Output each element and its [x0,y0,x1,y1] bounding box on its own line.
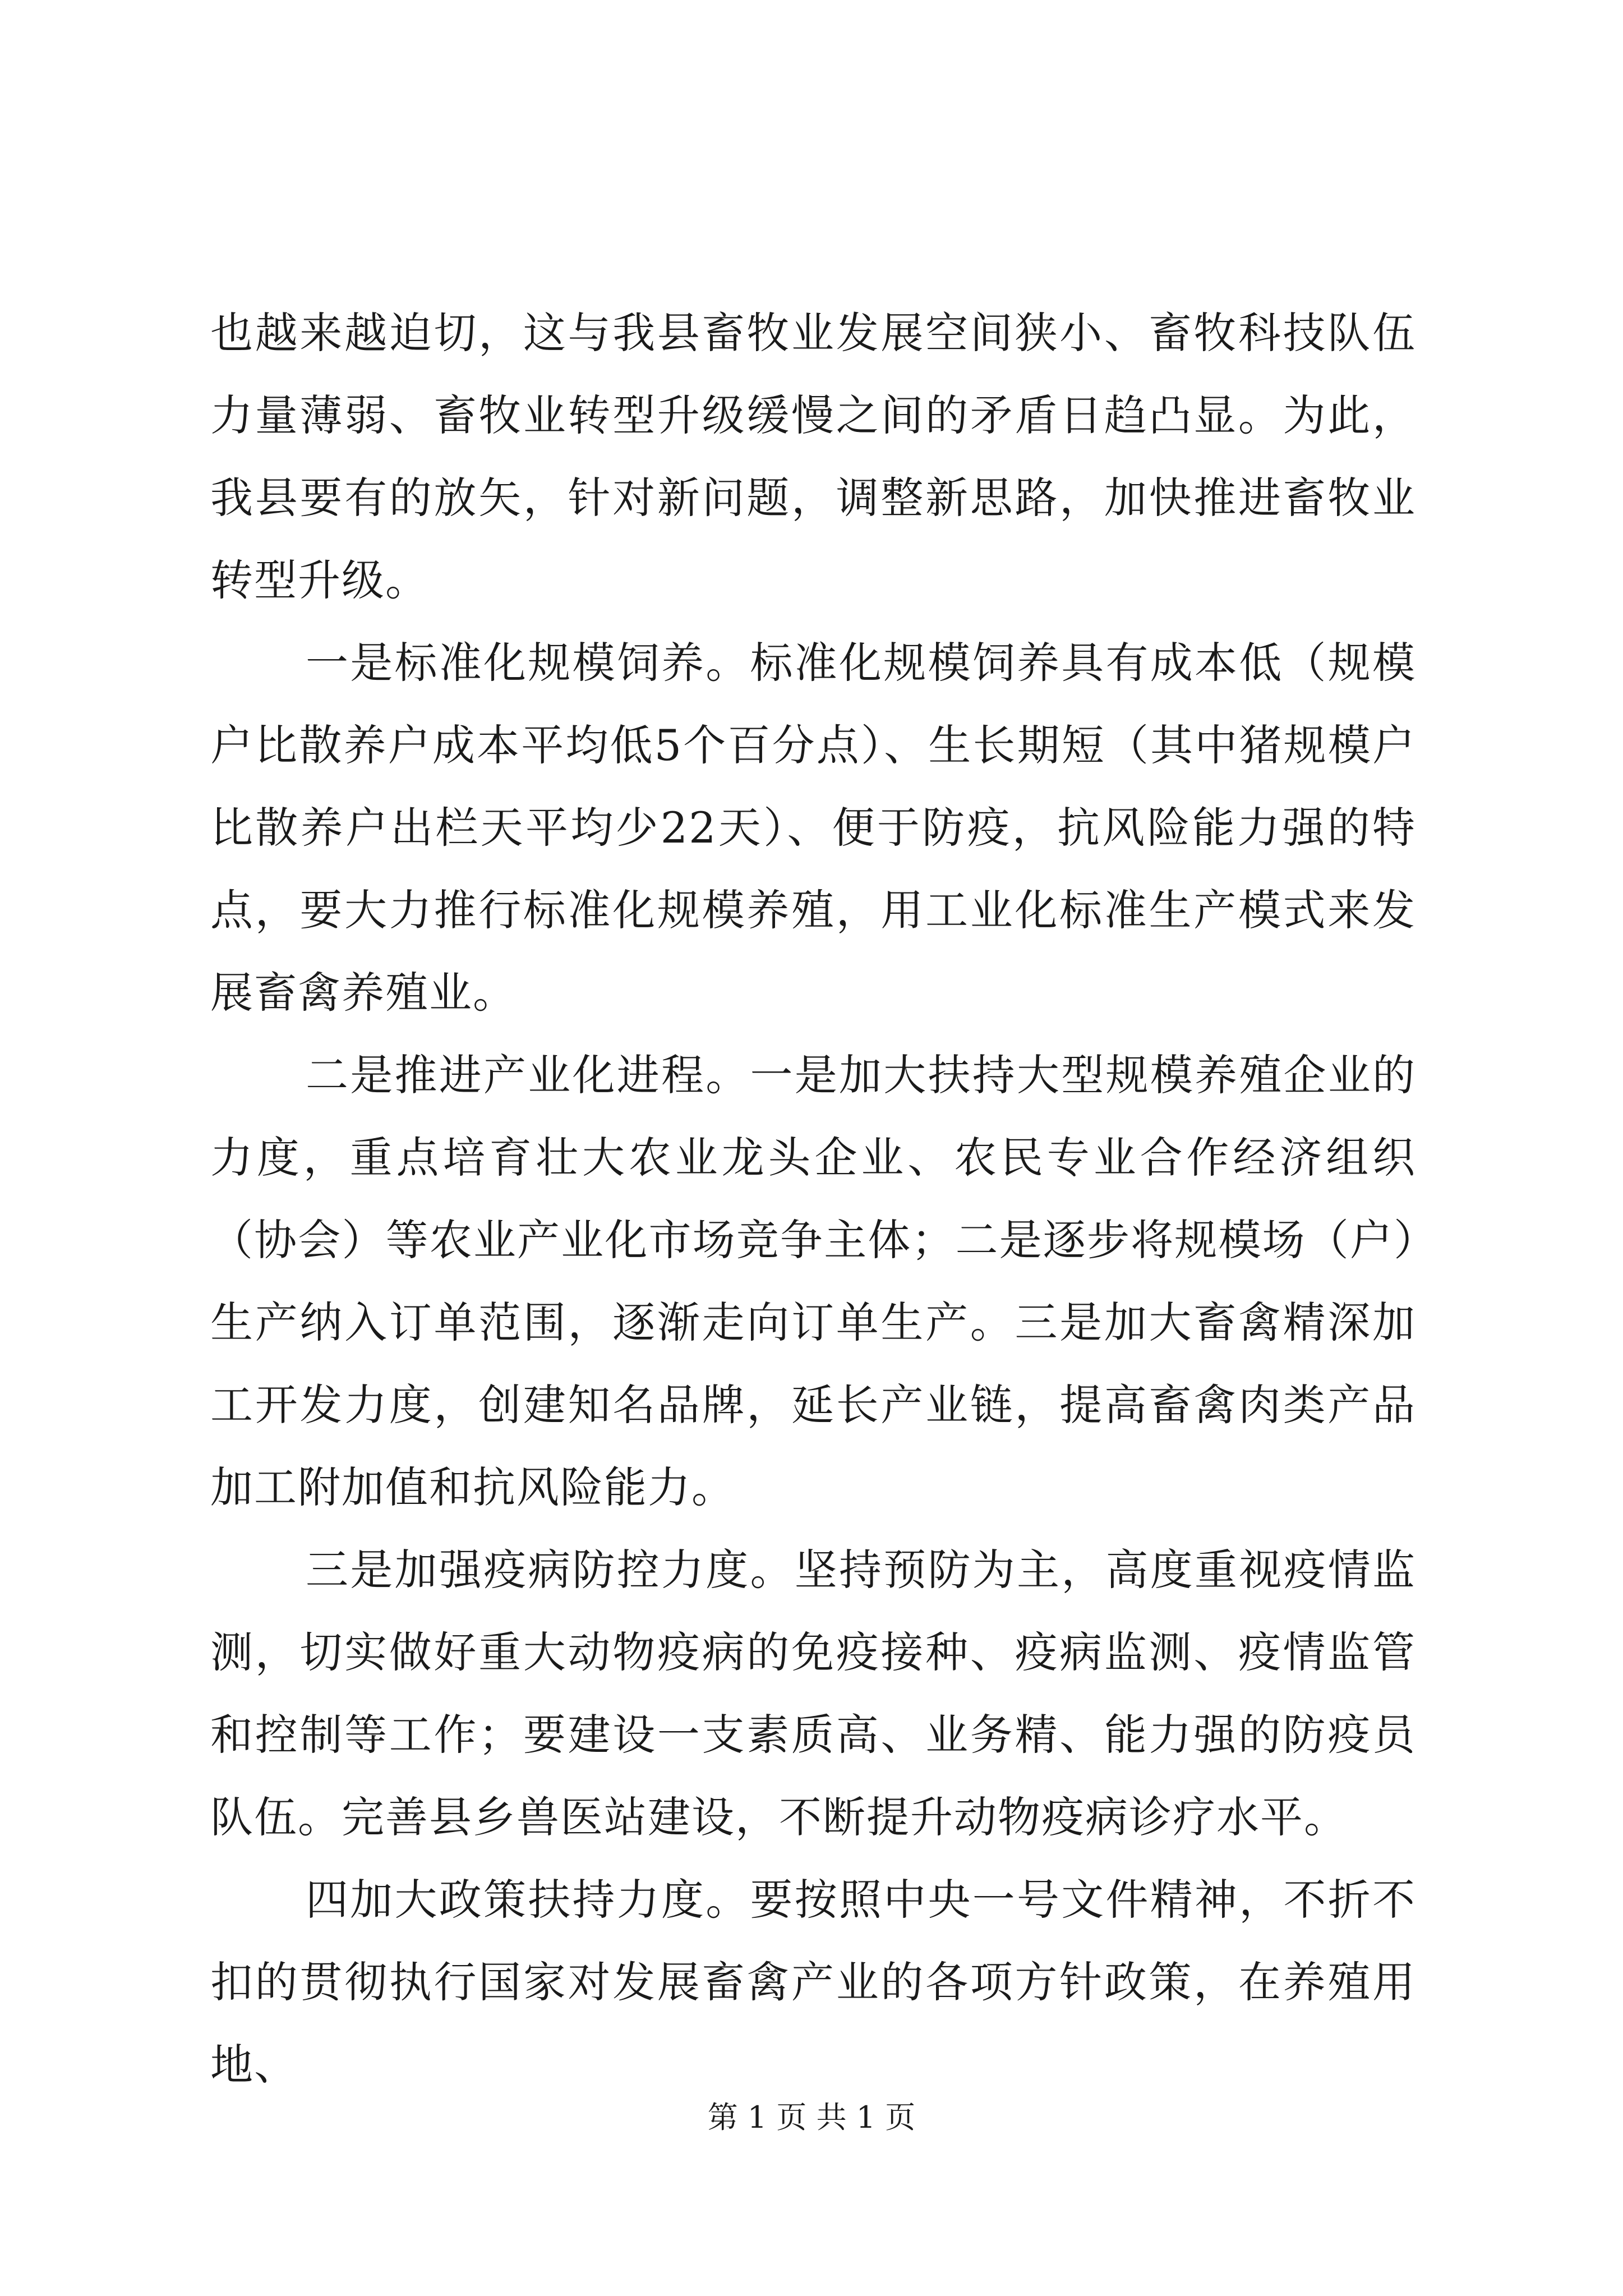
paragraph-disease-control: 三是加强疫病防控力度。坚持预防为主，高度重视疫情监测，切实做好重大动物疫病的免疫接种、疫病监测、疫情监管和控制等工作；要建设一支素质高、业务精、能力强的防疫员队伍。完善县乡兽医站建设，不断提升动物疫病诊疗水平。 [210,1545,1416,1842]
page-footer: 第 1 页 共 1 页 [707,2100,916,2135]
document-body [210,292,1416,2106]
paragraph-policy-support: 四加大政策扶持力度。要按照中央一号文件精神，不折不扣的贯彻执行国家对发展畜禽产业的各项方针政策，在养殖用地、 [210,1875,1416,2090]
paragraph-standardized-breeding: 一是标准化规模饲养。标准化规模饲养具有成本低（规模户比散养户成本平均低5个百分点）、生长期短（其中猪规模户比散养户出栏天平均少22天）、便于防疫，抗风险能力强的特点，要大力推行标准化规模养殖，用工业化标准生产模式来发展畜禽养殖业。 [210,638,1416,1018]
paragraph-industrialization: 二是推进产业化进程。一是加大扶持大型规模养殖企业的力度，重点培育壮大农业龙头企业、农民专业合作经济组织（协会）等农业产业化市场竞争主体；二是逐步将规模场（户）生产纳入订单范围，逐渐走向订单生产。三是加大畜禽精深加工开发力度，创建知名品牌，延长产业链，提高畜禽肉类产品加工附加值和抗风险能力。 [210,1050,1416,1512]
paragraph-continuation: 也越来越迫切，这与我县畜牧业发展空间狭小、畜牧科技队伍力量薄弱、畜牧业转型升级缓慢之间的矛盾日趋凸显。为此，我县要有的放矢，针对新问题，调整新思路，加快推进畜牧业转型升级。 [210,308,1416,605]
